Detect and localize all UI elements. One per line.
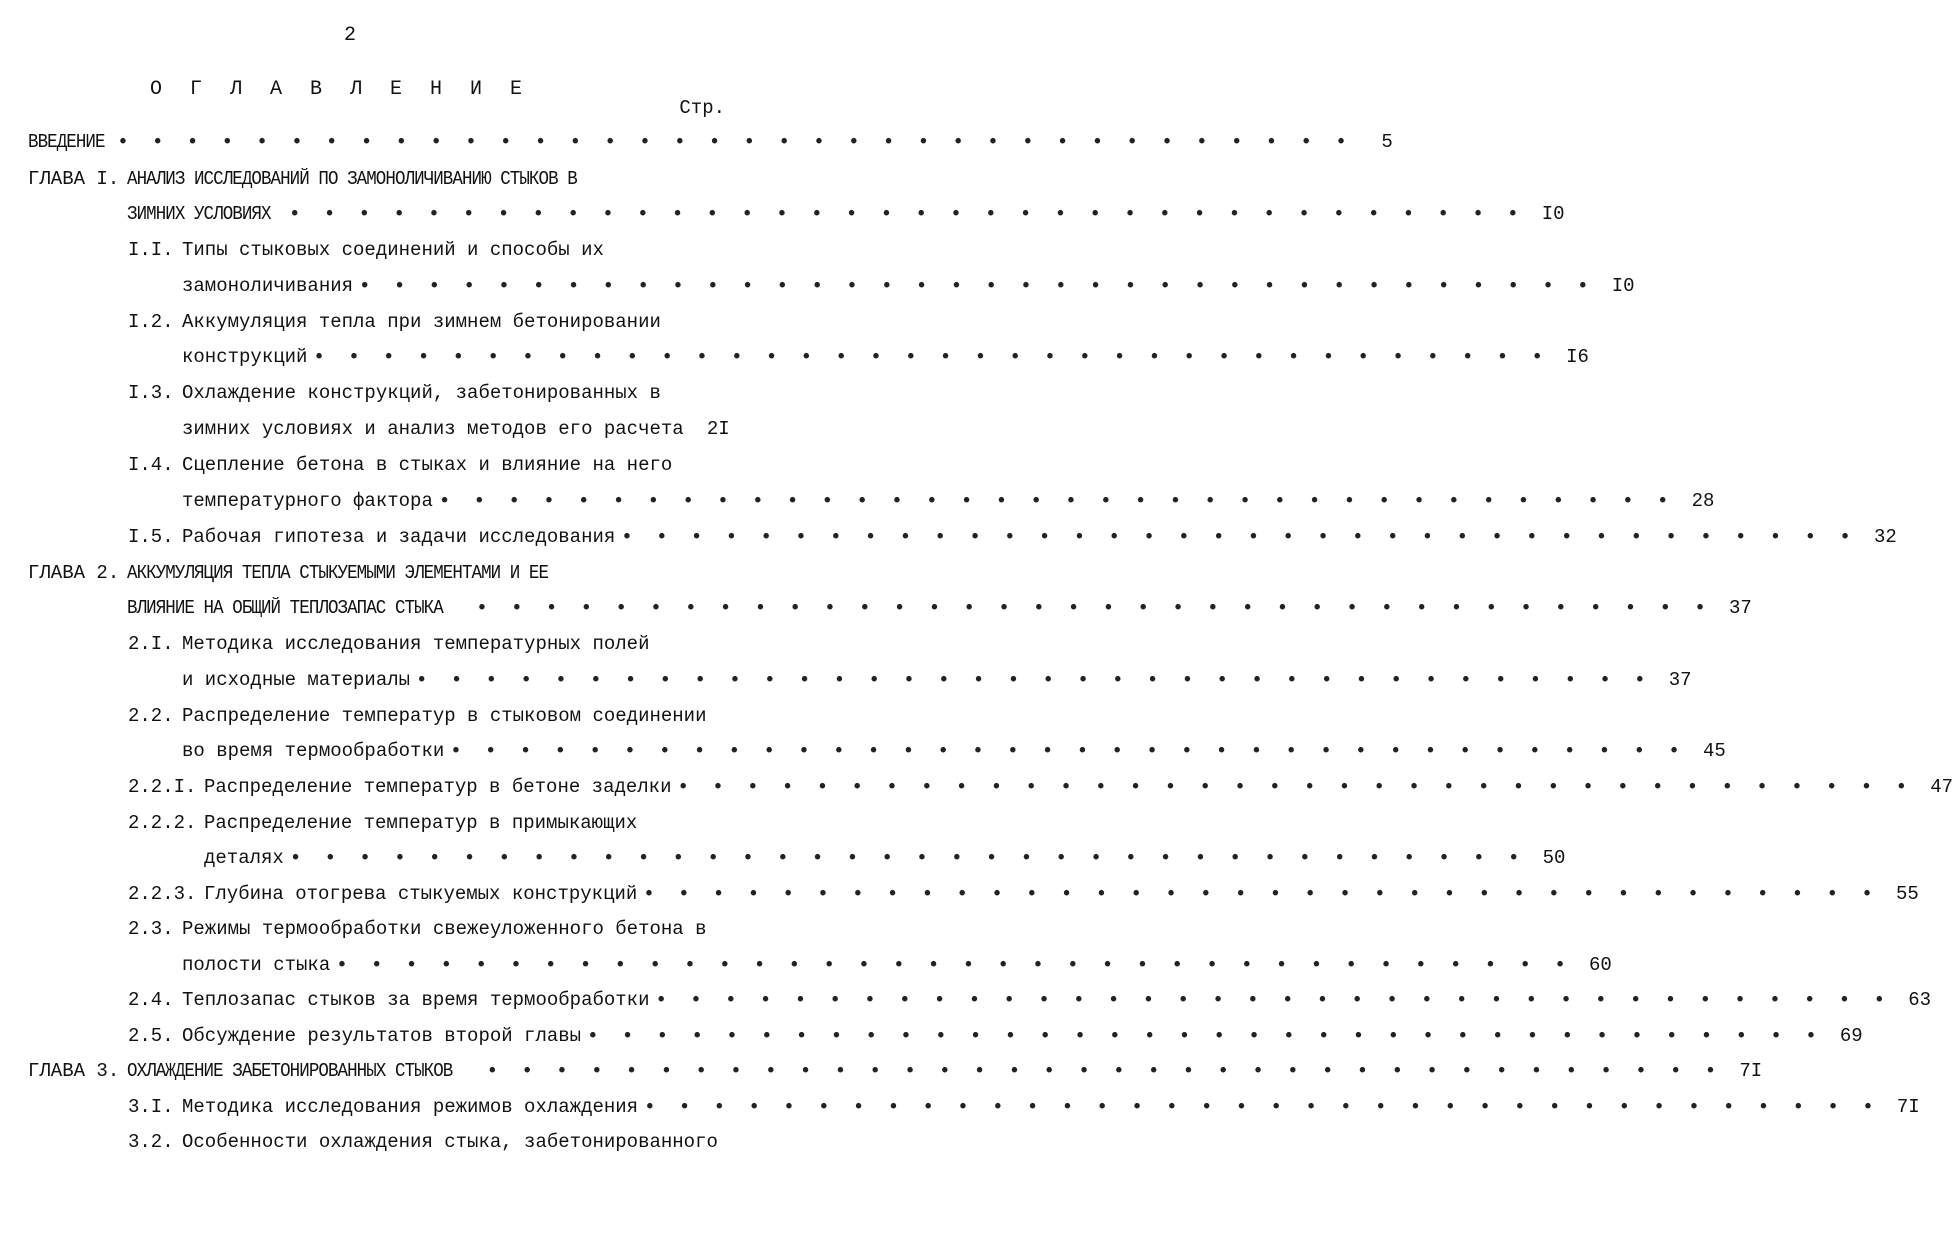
toc-entry-title: Распределение температур в примыкающих	[204, 812, 638, 834]
toc-entry-number: I.4.	[128, 454, 174, 476]
dot-leader: • • • • • • • • • • • • • • • • • • • • • • • • • • • • • • • • • • • •	[621, 526, 1857, 548]
toc-entry-number: ГЛАВА 2.	[28, 562, 120, 584]
toc-entry-page: 37	[1668, 669, 1692, 691]
toc-entry-title: и исходные материалы	[182, 669, 411, 691]
toc-entry[interactable]	[182, 989, 1932, 1019]
toc-entry[interactable]	[182, 1131, 725, 1161]
toc-entry-page: 63	[1908, 989, 1932, 1011]
toc-entry-title: Распределение температур в бетоне заделки	[204, 776, 672, 798]
toc-entry-page: 60	[1588, 954, 1612, 976]
toc-entry-number: I.I.	[128, 239, 174, 261]
toc-entry-title: Теплозапас стыков за время термообработки	[182, 989, 650, 1011]
toc-entry-title: Обсуждение результатов второй главы	[182, 1025, 582, 1047]
toc-entry-page: 37	[1729, 597, 1752, 619]
toc-entry[interactable]	[127, 203, 1565, 233]
toc-entry-number: ГЛАВА 3.	[28, 1060, 120, 1082]
dot-leader: • • • • • • • • • • • • • • • • • • • • • • • • • • • • • • • • • • • •	[336, 954, 1572, 976]
toc-entry[interactable]	[182, 740, 1726, 770]
toc-entry[interactable]	[127, 168, 725, 198]
toc-entry-page: I6	[1566, 346, 1589, 368]
toc-entry[interactable]	[182, 526, 1897, 556]
toc-entry-title: во время термообработки	[182, 740, 445, 762]
page-column-label: Стр.	[679, 97, 725, 119]
dot-leader: • • • • • • • • • • • • • • • • • • • • • • • • • • • • • • • • • • • •	[587, 1025, 1823, 1047]
toc-entry-title: полости стыка	[182, 954, 331, 976]
toc-heading: О Г Л А В Л Е Н И Е	[149, 78, 531, 101]
toc-entry-page: I0	[1611, 275, 1635, 297]
toc-entry-page: 55	[1896, 883, 1919, 905]
toc-entry-title: Методика исследования режимов охлаждения	[182, 1096, 639, 1118]
toc-entry-page: 32	[1874, 526, 1897, 548]
toc-entry-number: 2.5.	[128, 1025, 174, 1047]
toc-entry-title: АНАЛИЗ ИССЛЕДОВАНИЙ ПО ЗАМОНОЛИЧИВАНИЮ СТЫКОВ В	[127, 168, 577, 190]
toc-entry-page: 69	[1839, 1025, 1863, 1047]
toc-entry[interactable]	[182, 382, 725, 412]
toc-entry[interactable]	[182, 1025, 1863, 1055]
toc-entry[interactable]	[182, 705, 725, 735]
toc-entry-title: ВВЕДЕНИЕ	[28, 131, 105, 153]
dot-leader: • • • • • • • • • • • • • • • • • • • • • • • • • • • • • • • • • • • •	[655, 989, 1892, 1011]
toc-entry-title: АККУМУЛЯЦИЯ ТЕПЛА СТЫКУЕМЫМИ ЭЛЕМЕНТАМИ И ЕЕ	[127, 562, 549, 584]
dot-leader: • • • • • • • • • • • • • • • • • • • • • • • • • • • • • • • • • • • •	[643, 883, 1879, 905]
toc-entry-number: I.5.	[128, 526, 174, 548]
toc-entry[interactable]	[182, 454, 725, 484]
dot-leader: • • • • • • • • • • • • • • • • • • • • • • • • • • • • • • • • • • • •	[677, 776, 1914, 798]
toc-entry[interactable]	[182, 954, 1612, 984]
toc-entry-title: ОХЛАЖДЕНИЕ ЗАБЕТОНИРОВАННЫХ СТЫКОВ	[127, 1060, 453, 1082]
dot-leader: • • • • • • • • • • • • • • • • • • • • • • • • • • • • • • • • • • • •	[450, 740, 1686, 762]
dot-leader: • • • • • • • • • • • • • • • • • • • • • • • • • • • • • • • • • • • •	[313, 346, 1549, 368]
toc-entry-title: зимних условиях и анализ методов его расчета	[182, 418, 684, 440]
toc-entry-page: 5	[1381, 131, 1393, 153]
toc-entry[interactable]	[182, 239, 725, 269]
toc-entry-number: 2.I.	[128, 633, 174, 655]
dot-leader: • • • • • • • • • • • • • • • • • • • • • • • • • • • • • • • • • • • •	[289, 203, 1525, 225]
toc-entry[interactable]	[182, 918, 725, 948]
toc-entry-title: Распределение температур в стыковом соединении	[182, 705, 707, 727]
toc-entry-number: 2.2.3.	[128, 883, 197, 905]
toc-entry-page: 28	[1691, 490, 1715, 512]
toc-entry-page: 47	[1930, 776, 1953, 798]
toc-entry-title: Рабочая гипотеза и задачи исследования	[182, 526, 616, 548]
dot-leader: • • • • • • • • • • • • • • • • • • • • • • • • • • • • • • • • • • • •	[117, 131, 1353, 153]
toc-entry[interactable]	[182, 633, 725, 663]
page-number: 2	[343, 24, 356, 47]
toc-entry[interactable]	[204, 812, 725, 842]
toc-entry-title: ЗИМНИХ УСЛОВИЯХ	[127, 203, 271, 225]
toc-entry-title: замоноличивания	[182, 275, 354, 297]
toc-entry-title: температурного фактора	[182, 490, 433, 512]
toc-entry-title: деталях	[204, 847, 284, 869]
toc-entry[interactable]	[182, 1096, 1920, 1126]
toc-entry-title: Особенности охлаждения стыка, забетонированного	[182, 1131, 718, 1153]
toc-entry-number: 3.2.	[128, 1131, 174, 1153]
toc-entry-title: Охлаждение конструкций, забетонированных в	[182, 382, 661, 404]
toc-entry-title: Аккумуляция тепла при зимнем бетонировании	[182, 311, 661, 333]
toc-entry-number: 2.3.	[128, 918, 174, 940]
toc-entry-number: 2.2.	[128, 705, 174, 727]
dot-leader: • • • • • • • • • • • • • • • • • • • • • • • • • • • • • • • • • • • •	[486, 1060, 1723, 1082]
toc-entry[interactable]	[204, 883, 1919, 913]
toc-entry[interactable]	[182, 311, 725, 341]
dot-leader: • • • • • • • • • • • • • • • • • • • • • • • • • • • • • • • • • • • •	[438, 490, 1675, 512]
dot-leader: • • • • • • • • • • • • • • • • • • • • • • • • • • • • • • • • • • • •	[359, 275, 1595, 297]
toc-entry-number: ГЛАВА I.	[28, 168, 120, 190]
toc-entry[interactable]	[127, 597, 1752, 627]
toc-entry-number: 3.I.	[128, 1096, 174, 1118]
dot-leader: • • • • • • • • • • • • • • • • • • • • • • • • • • • • • • • • • • • •	[644, 1096, 1880, 1118]
toc-entry-page: I0	[1541, 203, 1565, 225]
toc-entry-title: Методика исследования температурных полей	[182, 633, 650, 655]
toc-entry-page: 2I	[706, 418, 730, 440]
toc-entry-title: конструкций	[182, 346, 308, 368]
toc-entry-number: 2.4.	[128, 989, 174, 1011]
toc-entry-page: 7I	[1896, 1096, 1920, 1118]
toc-entry-title: Типы стыковых соединений и способы их	[182, 239, 604, 261]
toc-entry[interactable]	[182, 418, 730, 448]
toc-entry-number: 2.2.2.	[128, 812, 197, 834]
dot-leader: • • • • • • • • • • • • • • • • • • • • • • • • • • • • • • • • • • • •	[416, 669, 1652, 691]
dot-leader: • • • • • • • • • • • • • • • • • • • • • • • • • • • • • • • • • • • •	[476, 597, 1712, 619]
toc-entry-number: I.2.	[128, 311, 174, 333]
toc-entry[interactable]	[204, 847, 1566, 877]
toc-entry[interactable]	[182, 490, 1715, 520]
toc-entry-title: Глубина отогрева стыкуемых конструкций	[204, 883, 638, 905]
toc-entry-number: 2.2.I.	[128, 776, 197, 798]
toc-entry-page: 45	[1702, 740, 1726, 762]
toc-entry[interactable]	[204, 776, 1953, 806]
toc-entry-title: Режимы термообработки свежеуложенного бетона в	[182, 918, 707, 940]
toc-entry-title: Сцепление бетона в стыках и влияние на него	[182, 454, 673, 476]
toc-entry[interactable]	[127, 1060, 1763, 1090]
dot-leader: • • • • • • • • • • • • • • • • • • • • • • • • • • • • • • • • • • • •	[289, 847, 1526, 869]
toc-entry[interactable]	[182, 669, 1692, 699]
toc-entry[interactable]	[182, 275, 1635, 305]
toc-entry-number: I.3.	[128, 382, 174, 404]
toc-entry[interactable]	[127, 562, 725, 592]
toc-entry-page: 50	[1542, 847, 1566, 869]
toc-entry[interactable]	[182, 346, 1589, 376]
toc-entry-page: 7I	[1739, 1060, 1763, 1082]
toc-entry-title: ВЛИЯНИЕ НА ОБЩИЙ ТЕПЛОЗАПАС СТЫКА	[127, 597, 443, 619]
toc-entry[interactable]	[28, 131, 1393, 161]
